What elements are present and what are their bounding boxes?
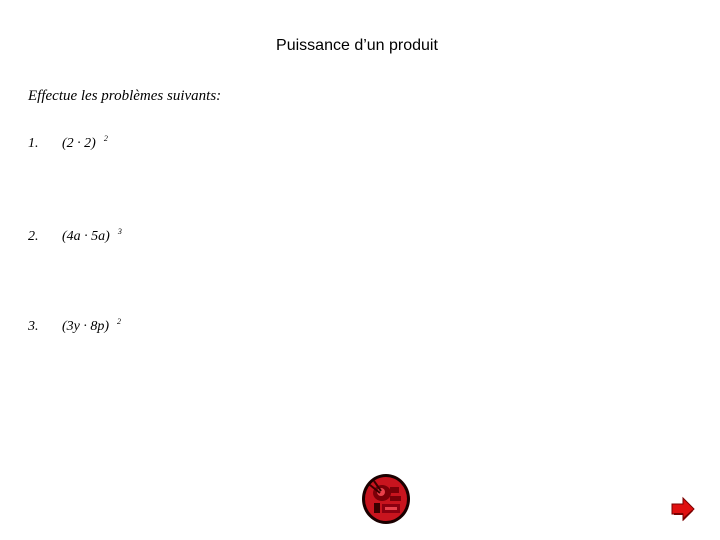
problem-number: 3. [28,319,39,334]
problem-number: 2. [28,229,39,244]
problem-exponent: 3 [117,227,122,236]
problem-exponent: 2 [117,317,122,326]
red-arrow-right-icon [670,496,696,522]
problem-item [28,229,122,245]
problem-number: 1. [28,136,39,151]
problem-item [28,136,108,152]
problem-item [28,319,121,335]
problem-expression: (2 · 2) [62,136,96,151]
instruction-text: Effectue les problèmes suivants: [28,88,222,104]
problem-expression: (3y · 8p) [62,319,110,334]
next-slide-button[interactable] [670,496,696,522]
problem-expression: (4a · 5a) [62,229,110,244]
slide-title: Puissance d’un produit [276,37,438,54]
problem-exponent: 2 [103,134,108,143]
red-badge-home-icon [360,473,412,525]
home-button[interactable] [360,473,412,525]
